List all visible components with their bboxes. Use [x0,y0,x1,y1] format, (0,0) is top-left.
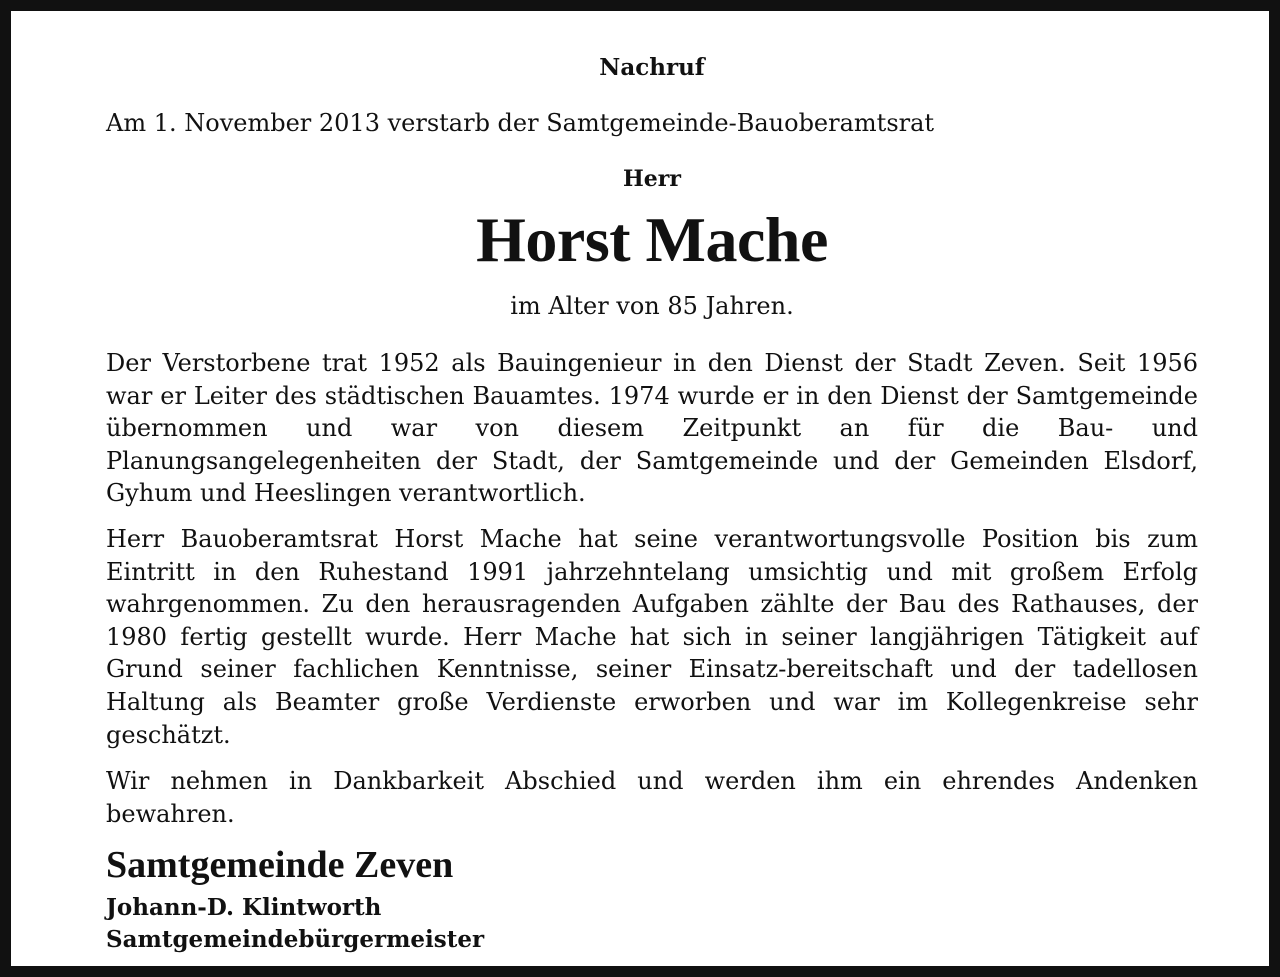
signatory-name: Johann-D. Klintworth [106,894,382,921]
salutation: Herr [623,166,681,192]
body-paragraph-farewell: Wir nehmen in Dankbarkeit Abschied und werden ihm ein ehrendes Andenken bewahren. [106,767,1198,828]
body-paragraph-achievements: Herr Bauoberamtsrat Horst Mache hat seine verantwortungsvolle Position bis zum Eintritt in den Ruhestand 1991 jahrzehntelang umsichtig und mit großem Erfolg wahrgenommen. Zu den herausragenden Aufgaben zählte der Bau des Rathauses, der 1980 fertig gestellt wurde. Herr Mache hat sich in seiner langjährigen Tätigkeit auf Grund seiner fachlichen Kenntnisse, seiner Einsatz-bereitschaft und der tadellosen Haltung als Beamter große Verdienste erworben und war im Kollegenkreise sehr geschätzt. [106,525,1198,749]
signatory-title: Samtgemeindebürgermeister [106,926,485,953]
body-paragraph-career: Der Verstorbene trat 1952 als Bauingenieur in den Dienst der Stadt Zeven. Seit 1956 war er Leiter des städtischen Bauamtes. 1974 wurde er in den Dienst der Samtgemeinde übernommen und war von diesem Zeitpunkt an für die Bau- und Planungsangelegenheiten der Stadt, der Samtgemeinde und der Gemeinden Elsdorf, Gyhum und Heeslingen verantwortlich. [106,349,1198,508]
intro-line: Am 1. November 2013 verstarb der Samtgemeinde-Bauoberamtsrat [106,109,935,137]
age-line: im Alter von 85 Jahren. [510,292,794,320]
deceased-name: Horst Mache [476,204,828,275]
obituary-heading: Nachruf [599,54,705,81]
organization-name: Samtgemeinde Zeven [106,844,454,886]
